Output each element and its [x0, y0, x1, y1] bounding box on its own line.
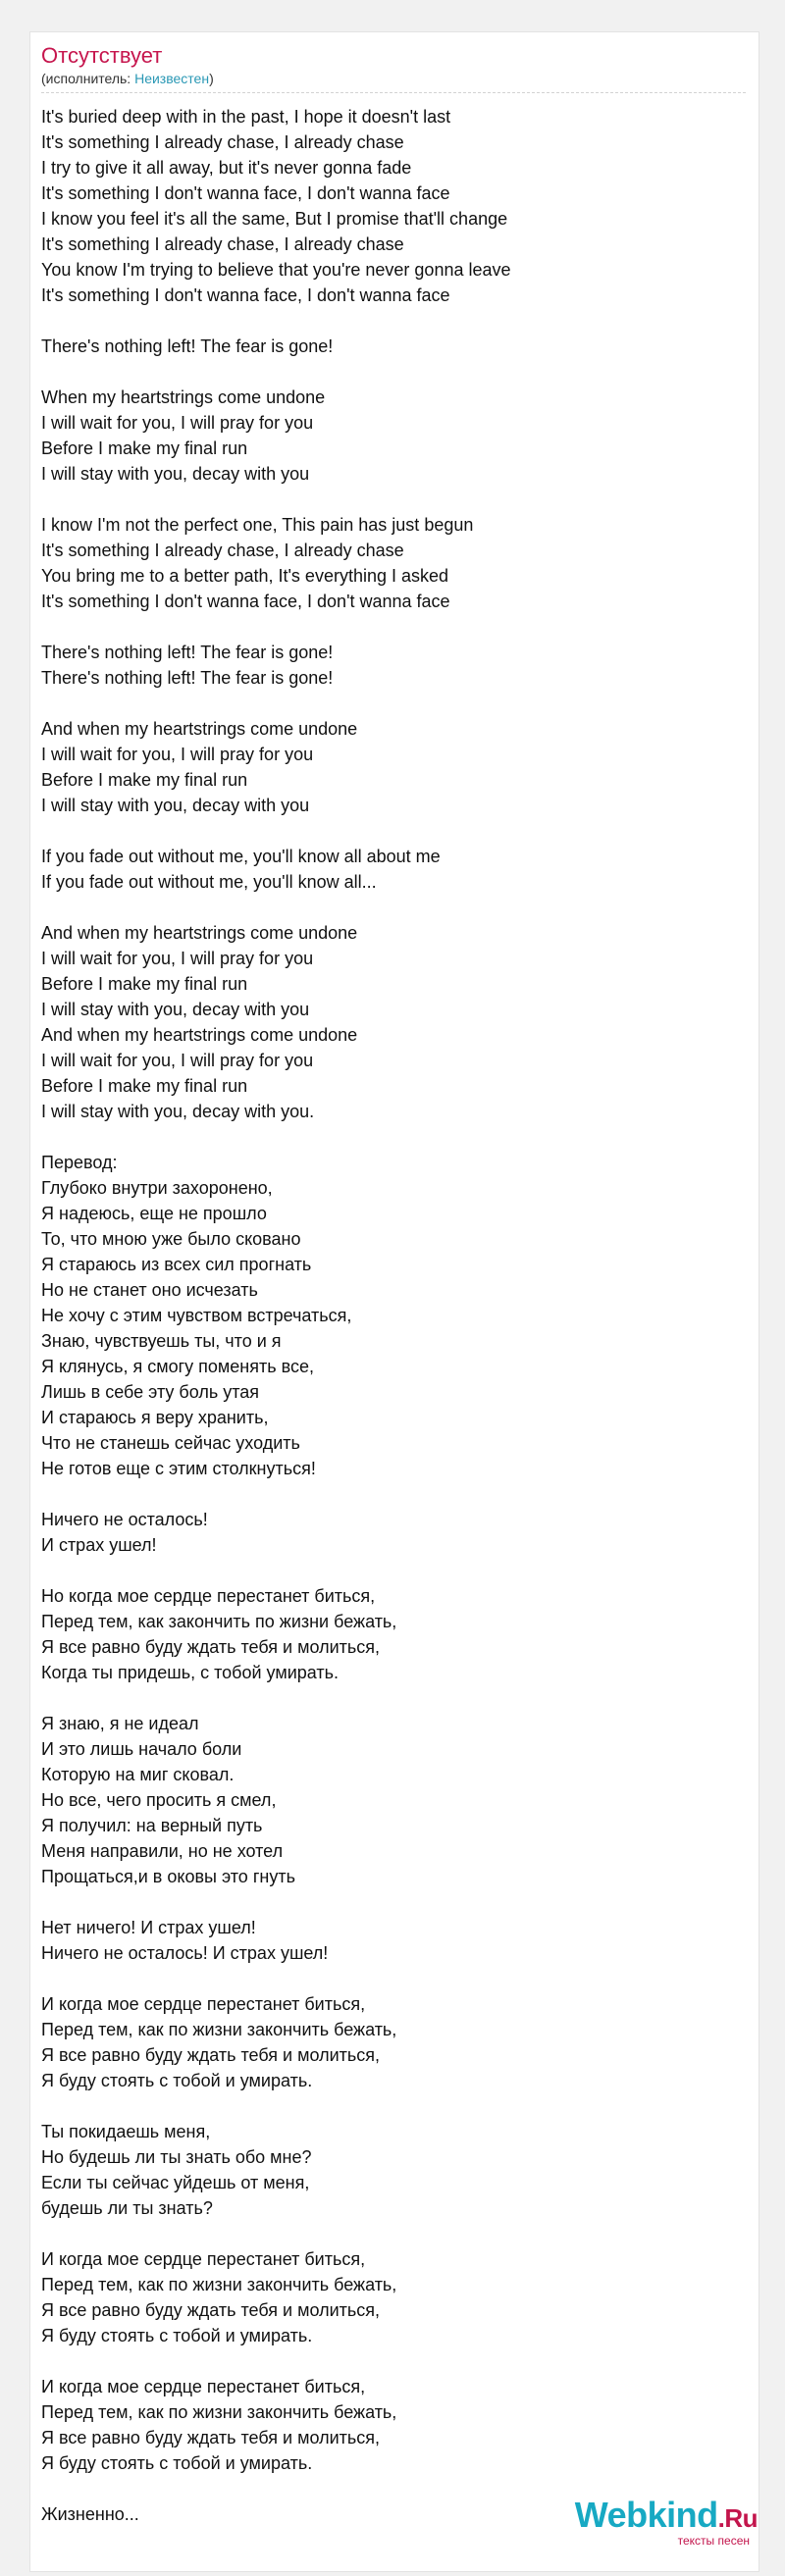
lyric-line: Меня направили, но не хотел: [41, 1841, 284, 1861]
lyric-line: There's nothing left! The fear is gone!: [41, 668, 334, 688]
lyric-line: И когда мое сердце перестанет биться,: [41, 2249, 366, 2269]
lyric-line: Before I make my final run: [41, 974, 248, 994]
lyric-line: There's nothing left! The fear is gone!: [41, 336, 334, 356]
header-divider: [41, 92, 746, 93]
lyric-line: И когда мое сердце перестанет биться,: [41, 1994, 366, 2014]
lyric-line: И это лишь начало боли: [41, 1739, 242, 1759]
lyric-line: Я все равно буду ждать тебя и молиться,: [41, 1637, 380, 1657]
stanza-gap: [41, 2348, 748, 2374]
logo-tld: .Ru: [717, 2503, 758, 2533]
lyric-line: Я все равно буду ждать тебя и молиться,: [41, 2300, 380, 2320]
lyric-line: Не хочу с этим чувством встречаться,: [41, 1306, 352, 1325]
stanza-gap: [41, 691, 748, 716]
logo-main-text: Webkind: [574, 2495, 718, 2535]
artist-suffix: ): [209, 71, 214, 86]
lyric-line: Я получил: на верный путь: [41, 1816, 263, 1835]
lyric-line: I will stay with you, decay with you: [41, 464, 310, 484]
logo-tagline: тексты песен: [677, 2534, 750, 2548]
lyric-line: И когда мое сердце перестанет биться,: [41, 2377, 366, 2396]
lyric-line: It's something I don't wanna face, I don't wanna face: [41, 592, 450, 611]
lyric-line: Я стараюсь из всех сил прогнать: [41, 1255, 312, 1274]
lyric-line: Прощаться,и в оковы это гнуть: [41, 1867, 295, 1886]
lyric-line: То, что мною уже было сковано: [41, 1229, 301, 1249]
lyric-line: I will stay with you, decay with you: [41, 796, 310, 815]
lyric-line: Before I make my final run: [41, 1076, 248, 1096]
stanza-gap: [41, 487, 748, 512]
lyric-line: I know I'm not the perfect one, This pain has just begun: [41, 515, 474, 535]
lyric-line: And when my heartstrings come undone: [41, 719, 358, 739]
lyric-line: Ничего не осталось!: [41, 1510, 208, 1529]
lyric-line: Я все равно буду ждать тебя и молиться,: [41, 2428, 380, 2447]
site-logo[interactable]: [571, 2496, 758, 2554]
lyric-line: Ничего не осталось! И страх ушел!: [41, 1943, 329, 1963]
stanza-gap: [41, 1685, 748, 1711]
lyric-line: Перед тем, как по жизни закончить бежать,: [41, 2275, 397, 2294]
lyric-line: Но когда мое сердце перестанет биться,: [41, 1586, 376, 1606]
lyric-line: Лишь в себе эту боль утая: [41, 1382, 260, 1402]
lyric-line: It's something I already chase, I already chase: [41, 234, 404, 254]
lyric-line: Before I make my final run: [41, 438, 248, 458]
lyric-line: Я клянусь, я смогу поменять все,: [41, 1357, 314, 1376]
lyric-line: Я буду стоять с тобой и умирать.: [41, 2453, 313, 2473]
lyric-line: I know you feel it's all the same, But I promise that'll change: [41, 209, 508, 229]
lyric-line: I try to give it all away, but it's never gonna fade: [41, 158, 412, 178]
lyrics-text: [41, 104, 748, 2527]
logo-wordmark: [575, 2496, 758, 2538]
lyric-line: Знаю, чувствуешь ты, что и я: [41, 1331, 282, 1351]
lyric-line: And when my heartstrings come undone: [41, 1025, 358, 1045]
artist-prefix: (исполнитель:: [41, 71, 135, 86]
lyric-line: It's something I don't wanna face, I don't wanna face: [41, 183, 450, 203]
lyric-line: Перевод:: [41, 1153, 118, 1172]
stanza-gap: [41, 2221, 748, 2246]
lyric-line: If you fade out without me, you'll know all about me: [41, 847, 441, 866]
lyric-line: I will stay with you, decay with you.: [41, 1102, 315, 1121]
stanza-gap: [41, 1966, 748, 1991]
lyric-line: Не готов еще с этим столкнуться!: [41, 1459, 316, 1478]
lyric-line: И страх ушел!: [41, 1535, 157, 1555]
stanza-gap: [41, 895, 748, 920]
lyric-line: Глубоко внутри захоронено,: [41, 1178, 273, 1198]
lyric-line: Before I make my final run: [41, 770, 248, 790]
artist-link[interactable]: Неизвестен: [134, 71, 210, 86]
lyric-line: Но все, чего просить я смел,: [41, 1790, 277, 1810]
lyric-line: It's something I don't wanna face, I don't wanna face: [41, 285, 450, 305]
stanza-gap: [41, 359, 748, 385]
stanza-gap: [41, 1558, 748, 1583]
stanza-gap: [41, 818, 748, 844]
lyric-line: It's buried deep with in the past, I hope it doesn't last: [41, 107, 451, 127]
lyric-line: It's something I already chase, I already chase: [41, 541, 404, 560]
stanza-gap: [41, 308, 748, 334]
lyric-line: And when my heartstrings come undone: [41, 923, 358, 943]
stanza-gap: [41, 1481, 748, 1507]
lyric-line: I will stay with you, decay with you: [41, 1000, 310, 1019]
lyric-line: Но будешь ли ты знать обо мне?: [41, 2147, 312, 2167]
lyric-line: I will wait for you, I will pray for you: [41, 745, 314, 764]
stanza-gap: [41, 2093, 748, 2119]
stanza-gap: [41, 1889, 748, 1915]
lyric-line: You bring me to a better path, It's everything I asked: [41, 566, 449, 586]
lyric-line: Жизненно...: [41, 2504, 139, 2524]
lyric-line: Ты покидаешь меня,: [41, 2122, 211, 2141]
lyric-line: Когда ты придешь, с тобой умирать.: [41, 1663, 340, 1682]
lyric-line: When my heartstrings come undone: [41, 387, 326, 407]
lyric-line: Перед тем, как по жизни закончить бежать,: [41, 2020, 397, 2039]
lyric-line: Но не станет оно исчезать: [41, 1280, 258, 1300]
lyric-line: I will wait for you, I will pray for you: [41, 1051, 314, 1070]
lyric-line: Перед тем, как по жизни закончить бежать,: [41, 2402, 397, 2422]
lyric-line: Нет ничего! И страх ушел!: [41, 1918, 256, 1937]
artist-byline: [41, 70, 214, 87]
lyric-line: You know I'm trying to believe that you're never gonna leave: [41, 260, 511, 280]
lyric-line: There's nothing left! The fear is gone!: [41, 643, 334, 662]
lyric-line: Я буду стоять с тобой и умирать.: [41, 2326, 313, 2345]
lyric-line: Я знаю, я не идеал: [41, 1714, 199, 1733]
lyric-line: будешь ли ты знать?: [41, 2198, 213, 2218]
stanza-gap: [41, 1124, 748, 1150]
lyric-line: I will wait for you, I will pray for you: [41, 949, 314, 968]
lyric-line: Что не станешь сейчас уходить: [41, 1433, 300, 1453]
lyric-line: Я все равно буду ждать тебя и молиться,: [41, 2045, 380, 2065]
lyric-line: It's something I already chase, I already chase: [41, 132, 404, 152]
stanza-gap: [41, 614, 748, 640]
lyric-line: If you fade out without me, you'll know all...: [41, 872, 377, 892]
lyric-line: Я надеюсь, еще не прошло: [41, 1204, 267, 1223]
lyric-line: Перед тем, как закончить по жизни бежать,: [41, 1612, 397, 1631]
lyric-line: I will wait for you, I will pray for you: [41, 413, 314, 433]
lyric-line: Я буду стоять с тобой и умирать.: [41, 2071, 313, 2090]
song-title: Отсутствует: [41, 43, 163, 68]
lyric-line: И стараюсь я веру хранить,: [41, 1408, 269, 1427]
lyric-line: Которую на миг сковал.: [41, 1765, 235, 1784]
lyric-line: Если ты сейчас уйдешь от меня,: [41, 2173, 310, 2192]
